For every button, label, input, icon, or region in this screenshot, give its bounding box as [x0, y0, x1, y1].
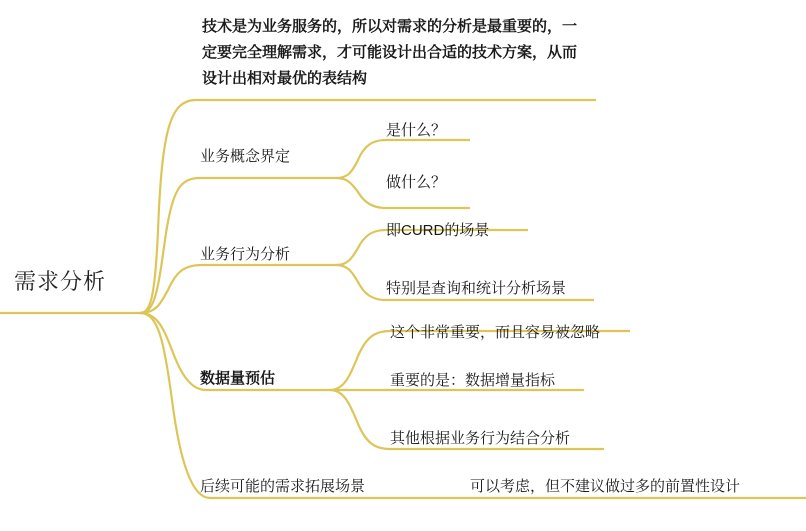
mindmap-leaf-avoid-over-design[interactable]: 可以考虑，但不建议做过多的前置性设计: [470, 478, 741, 495]
mindmap-branch-data-volume-estimate[interactable]: 数据量预估: [200, 370, 276, 387]
mindmap-branch-future-expansion[interactable]: 后续可能的需求拓展场景: [200, 478, 366, 495]
mindmap-leaf-data-growth-metric[interactable]: 重要的是：数据增量指标: [390, 372, 556, 389]
mindmap-leaf-curd-scenario[interactable]: 即CURD的场景: [386, 222, 490, 239]
mindmap-root-node[interactable]: 需求分析: [14, 269, 107, 294]
mindmap-branch-business-behavior[interactable]: 业务行为分析: [200, 246, 291, 263]
mindmap-leaf-what-does-it-do[interactable]: 做什么？: [386, 174, 447, 191]
mindmap-leaf-analyze-with-business-behavior[interactable]: 其他根据业务行为结合分析: [390, 430, 571, 447]
mindmap-topic-node[interactable]: 技术是为业务服务的，所以对需求的分析是最重要的，一定要完全理解需求，才可能设计出合适的技术方案，从而设计出相对最优的表结构: [202, 18, 578, 87]
connector-root-branch-2: [140, 265, 336, 313]
mindmap-branch-business-concept[interactable]: 业务概念界定: [200, 148, 291, 165]
mindmap-leaf-very-important-easily-ignored[interactable]: 这个非常重要，而且容易被忽略: [390, 324, 601, 341]
mindmap-leaf-query-statistics-scenario[interactable]: 特别是查询和统计分析场景: [386, 280, 567, 297]
mindmap-leaf-what-is-it[interactable]: 是什么？: [386, 122, 447, 139]
